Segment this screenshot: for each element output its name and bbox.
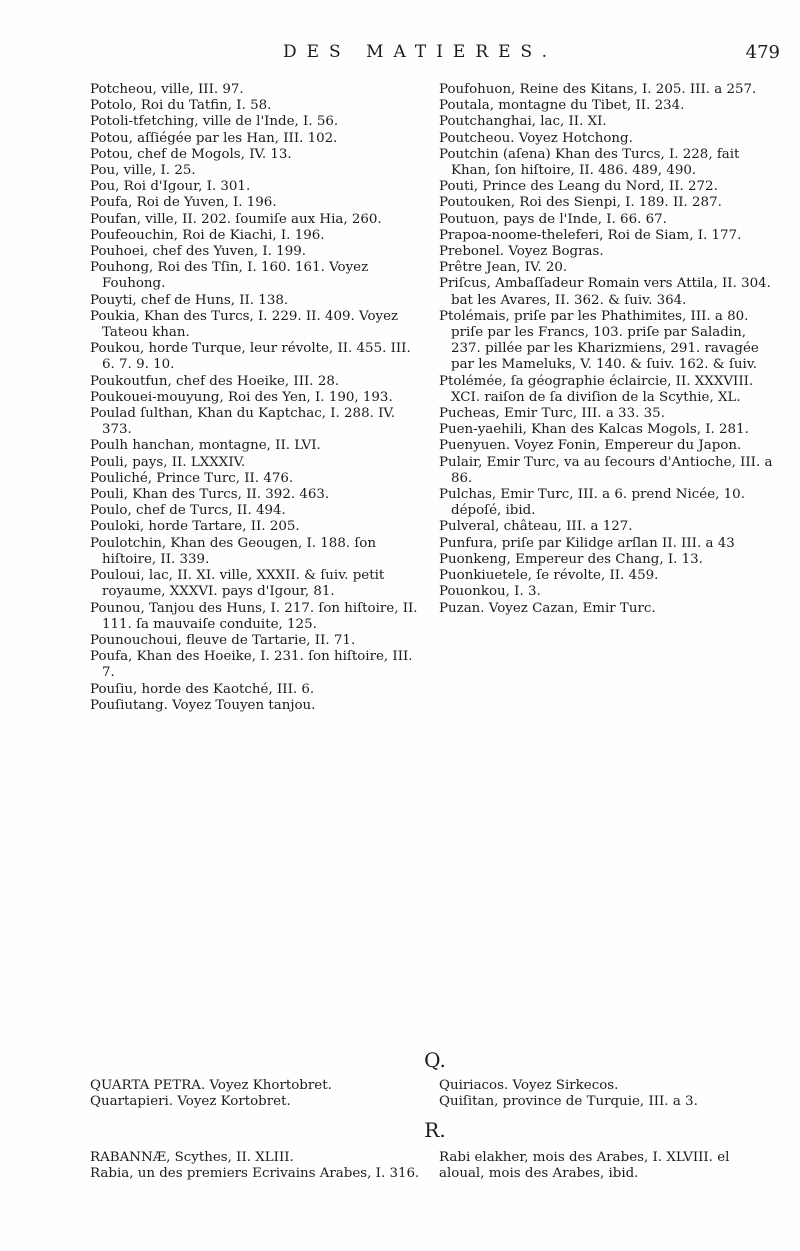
running-title: DES MATIERES. — [283, 42, 557, 62]
index-entry: Pouloui, lac, II. XI. ville, XXXII. & ſuiv. petit royaume, XXXVI. pays d'Igour, 81. — [90, 568, 385, 600]
index-entry: Pouti, Prince des Leang du Nord, II. 272. — [439, 179, 718, 195]
index-entry: Pou, ville, I. 25. — [90, 163, 196, 179]
index-entry: Quiriacos. Voyez Sirkecos. — [439, 1078, 619, 1093]
index-entry: Puenyuen. Voyez Fonin, Empereur du Japon. — [439, 438, 742, 454]
index-entry: Pounou, Tanjou des Huns, I. 217. ſon hiſtoire, II. 111. ſa mauvaiſe conduite, 125. — [90, 600, 418, 632]
index-entry: Pulair, Emir Turc, va au ſecours d'Antioche, III. a 86. — [439, 454, 773, 486]
index-entry: Pouli, pays, II. LXXXIV. — [90, 454, 246, 470]
right-column — [439, 82, 774, 617]
index-entry: Pouhoei, chef des Yuven, I. 199. — [90, 244, 306, 260]
index-entry: Poufa, Roi de Yuven, I. 196. — [90, 195, 277, 211]
index-entry: Potcheou, ville, III. 97. — [90, 82, 244, 97]
index-entry: Ptolémée, ſa géographie éclaircie, II. XXXVIII. XCI. raiſon de ſa diviſion de la Scythie, XL. — [439, 373, 754, 405]
index-entry: Pou, Roi d'Igour, I. 301. — [90, 179, 251, 195]
index-entry: Pulchas, Emir Turc, III. a 6. prend Nicée, 10. dépoſé, ibid. — [439, 487, 745, 519]
section-q-left — [90, 1078, 420, 1110]
left-column — [90, 82, 420, 714]
index-entry: Poulotchin, Khan des Geougen, I. 188. ſon hiſtoire, II. 339. — [90, 535, 376, 567]
index-entry: Poulad ſulthan, Khan du Kaptchac, I. 288. IV. 373. — [90, 406, 395, 438]
index-entry: Poufohuon, Reine des Kitans, I. 205. III. a 257. — [439, 82, 757, 97]
index-entry: Pouonkou, I. 3. — [439, 584, 541, 600]
index-entry: Rabi elakher, mois des Arabes, I. XLVIII. el aloual, mois des Arabes, ibid. — [439, 1150, 730, 1182]
index-entry: Poufeouchin, Roi de Kiachi, I. 196. — [90, 227, 325, 243]
index-entry: Puonkeng, Empereur des Chang, I. 13. — [439, 551, 703, 567]
index-entry: Poutouken, Roi des Sienpi, I. 189. II. 287. — [439, 195, 722, 211]
index-entry: Potoli-tfetching, ville de l'Inde, I. 56. — [90, 114, 339, 130]
index-entry: Priſcus, Ambaſſadeur Romain vers Attila, II. 304. bat les Avares, II. 362. & ſuiv. 364. — [439, 276, 771, 308]
index-entry: Poutuon, pays de l'Inde, I. 66. 67. — [439, 211, 667, 227]
section-letter-q: Q. — [424, 1048, 446, 1072]
index-entry: Quiſitan, province de Turquie, III. a 3. — [439, 1094, 698, 1110]
index-entry: Poukia, Khan des Turcs, I. 229. II. 409. Voyez Tateou khan. — [90, 308, 399, 341]
index-entry: Poutchin (aſena) Khan des Turcs, I. 228, fait Khan, ſon hiſtoire, II. 486. 489, 490. — [439, 146, 740, 179]
index-entry: RABANNÆ, Scythes, II. XLIII. — [90, 1150, 294, 1165]
index-entry: Poulh hanchan, montagne, II. LVI. — [90, 438, 321, 454]
index-entry: Prêtre Jean, IV. 20. — [439, 260, 568, 276]
index-entry: Pouloki, horde Tartare, II. 205. — [90, 519, 300, 535]
index-entry: Poukoutfun, chef des Hoeike, III. 28. — [90, 373, 340, 389]
index-entry: QUARTA PETRA. Voyez Khortobret. — [90, 1078, 332, 1093]
index-entry: Potou, chef de Mogols, IV. 13. — [90, 146, 292, 162]
index-entry: Poufa, Khan des Hoeike, I. 231. ſon hiſtoire, III. 7. — [90, 649, 413, 681]
index-entry: Puzan. Voyez Cazan, Emir Turc. — [439, 600, 656, 616]
index-entry: Pouli, Khan des Turcs, II. 392. 463. — [90, 487, 330, 503]
index-entry: Pouhong, Roi des Tſin, I. 160. 161. Voyez Fouhong. — [90, 260, 369, 292]
index-entry: Pucheas, Emir Turc, III. a 33. 35. — [439, 406, 665, 422]
index-entry: Poulo, chef de Turcs, II. 494. — [90, 503, 286, 519]
index-entry: Pouliché, Prince Turc, II. 476. — [90, 470, 294, 486]
running-header — [80, 42, 780, 76]
index-entry: Poukou, horde Turque, leur révolte, II. 455. III. 6. 7. 9. 10. — [90, 341, 411, 373]
index-entry: Puen-yaehili, Khan des Kalcas Mogols, I. 281. — [439, 422, 749, 438]
section-q-right — [439, 1078, 774, 1110]
section-r-right — [439, 1150, 774, 1182]
index-entry: Pulveral, château, III. a 127. — [439, 519, 633, 535]
index-entry: Puonkiuetele, ſe révolte, II. 459. — [439, 568, 659, 584]
index-entry: Pounouchoui, fleuve de Tartarie, II. 71. — [90, 632, 356, 648]
index-entry: Poutchanghai, lac, II. XI. — [439, 114, 607, 130]
index-entry: Pouſiu, horde des Kaotché, III. 6. — [90, 681, 315, 697]
section-r-left — [90, 1150, 420, 1182]
index-entry: Rabia, un des premiers Ecrivains Arabes, I. 316. — [90, 1166, 420, 1182]
index-entry: Prapoa-noome-theleferi, Roi de Siam, I. 177. — [439, 227, 742, 243]
index-entry: Punfura, priſe par Kilidge arſlan II. III. a 43 — [439, 535, 735, 551]
index-entry: Ptolémais, priſe par les Phathimites, III. a 80. priſe par les Francs, 103. priſe par Saladin, 237. pillée par les Kharizmiens, 291. ravagée par les Mameluks, V. 140. & ſuiv. 162. & ſuiv. — [439, 308, 759, 373]
index-entry: Poutcheou. Voyez Hotchong. — [439, 130, 633, 146]
index-entry: Potolo, Roi du Tatfin, I. 58. — [90, 98, 272, 114]
section-letter-r: R. — [424, 1118, 446, 1142]
index-entry: Poutala, montagne du Tibet, II. 234. — [439, 98, 685, 114]
index-entry: Poukouei-mouyung, Roi des Yen, I. 190, 193. — [90, 389, 393, 405]
index-entry: Potou, aſſiégée par les Han, III. 102. — [90, 130, 338, 146]
index-entry: Quartapieri. Voyez Kortobret. — [90, 1094, 291, 1110]
index-entry: Poufan, ville, II. 202. ſoumiſe aux Hia, 260. — [90, 211, 382, 227]
index-entry: Pouyti, chef de Huns, II. 138. — [90, 292, 289, 308]
index-entry: Pouſiutang. Voyez Touyen tanjou. — [90, 697, 316, 713]
page-number: 479 — [745, 42, 780, 63]
index-entry: Prebonel. Voyez Bogras. — [439, 244, 604, 260]
